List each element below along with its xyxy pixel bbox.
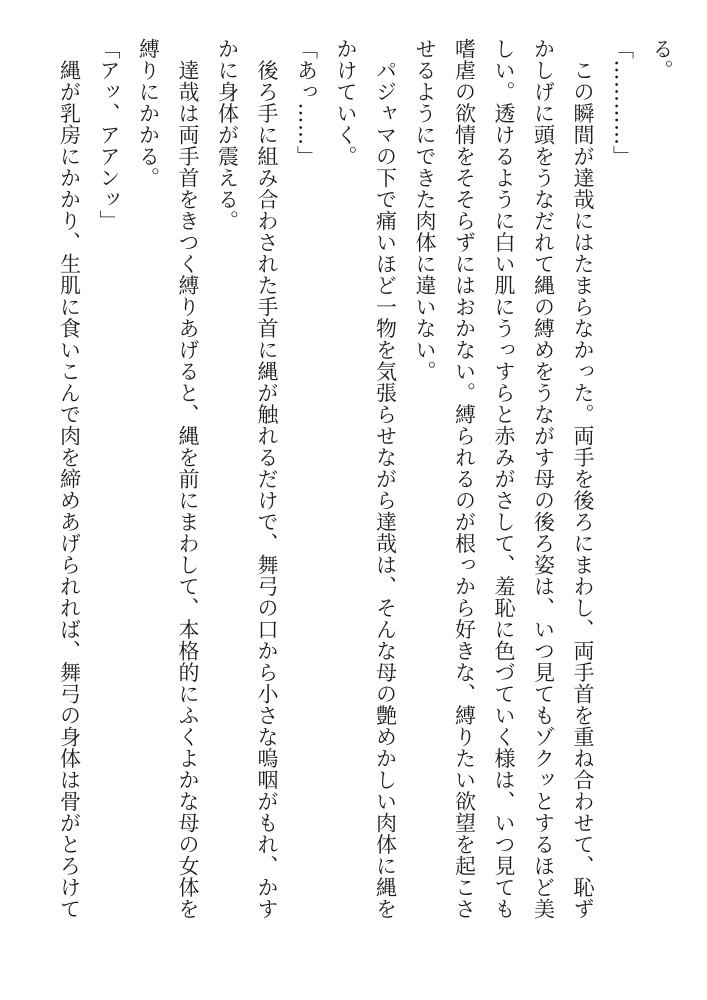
text-line: かけていく。 <box>334 38 358 167</box>
text-line: る。 <box>650 38 674 81</box>
text-line: この瞬間が達哉にはたまらなかった。両手を後ろにまわし、両手首を重ね合わせて、恥ず <box>571 38 595 920</box>
text-line: パジャマの下で痛いほど一物を気張らせながら達哉は、そんな母の艶めかしい肉体に縄を <box>373 38 398 920</box>
text-line: 縛りにかかる。 <box>136 38 161 189</box>
text-line: 達哉は両手首をきつく縛りあげると、縄を前にまわして、本格的にふくよかな母の女体を <box>176 38 200 920</box>
text-line: 後ろ手に組み合わされた手首に縄が触れるだけで、舞弓の口から小さな嗚咽がもれ、かす <box>255 38 279 920</box>
text-line: しい。透けるように白い肌にうっすらと赤みがさして、羞恥に色づていく様は、いつ見ても <box>492 38 516 920</box>
text-line: 縄が乳房にかかり、生肌に食いこんで肉を締めあげられれば、舞弓の身体は骨がとろけて <box>57 38 82 920</box>
text-line: 「…………」 <box>610 38 635 167</box>
text-line: かに身体が震える。 <box>215 38 240 232</box>
text-line: かしげに頭をうなだれて縄の縛めをうながす母の後ろ姿は、いつ見てもゾクッとするほど美 <box>531 38 556 920</box>
vertical-text-body <box>49 38 681 978</box>
text-line: 「アッ、アアンッ」 <box>97 38 121 232</box>
text-line: 嗜虐の欲情をそそらずにはおかない。縛られるのが根っから好きな、縛りたい欲望を起こさ <box>452 38 477 920</box>
text-line: せるようにできた肉体に違いない。 <box>413 38 437 382</box>
text-line: 「あっ……」 <box>294 38 319 167</box>
